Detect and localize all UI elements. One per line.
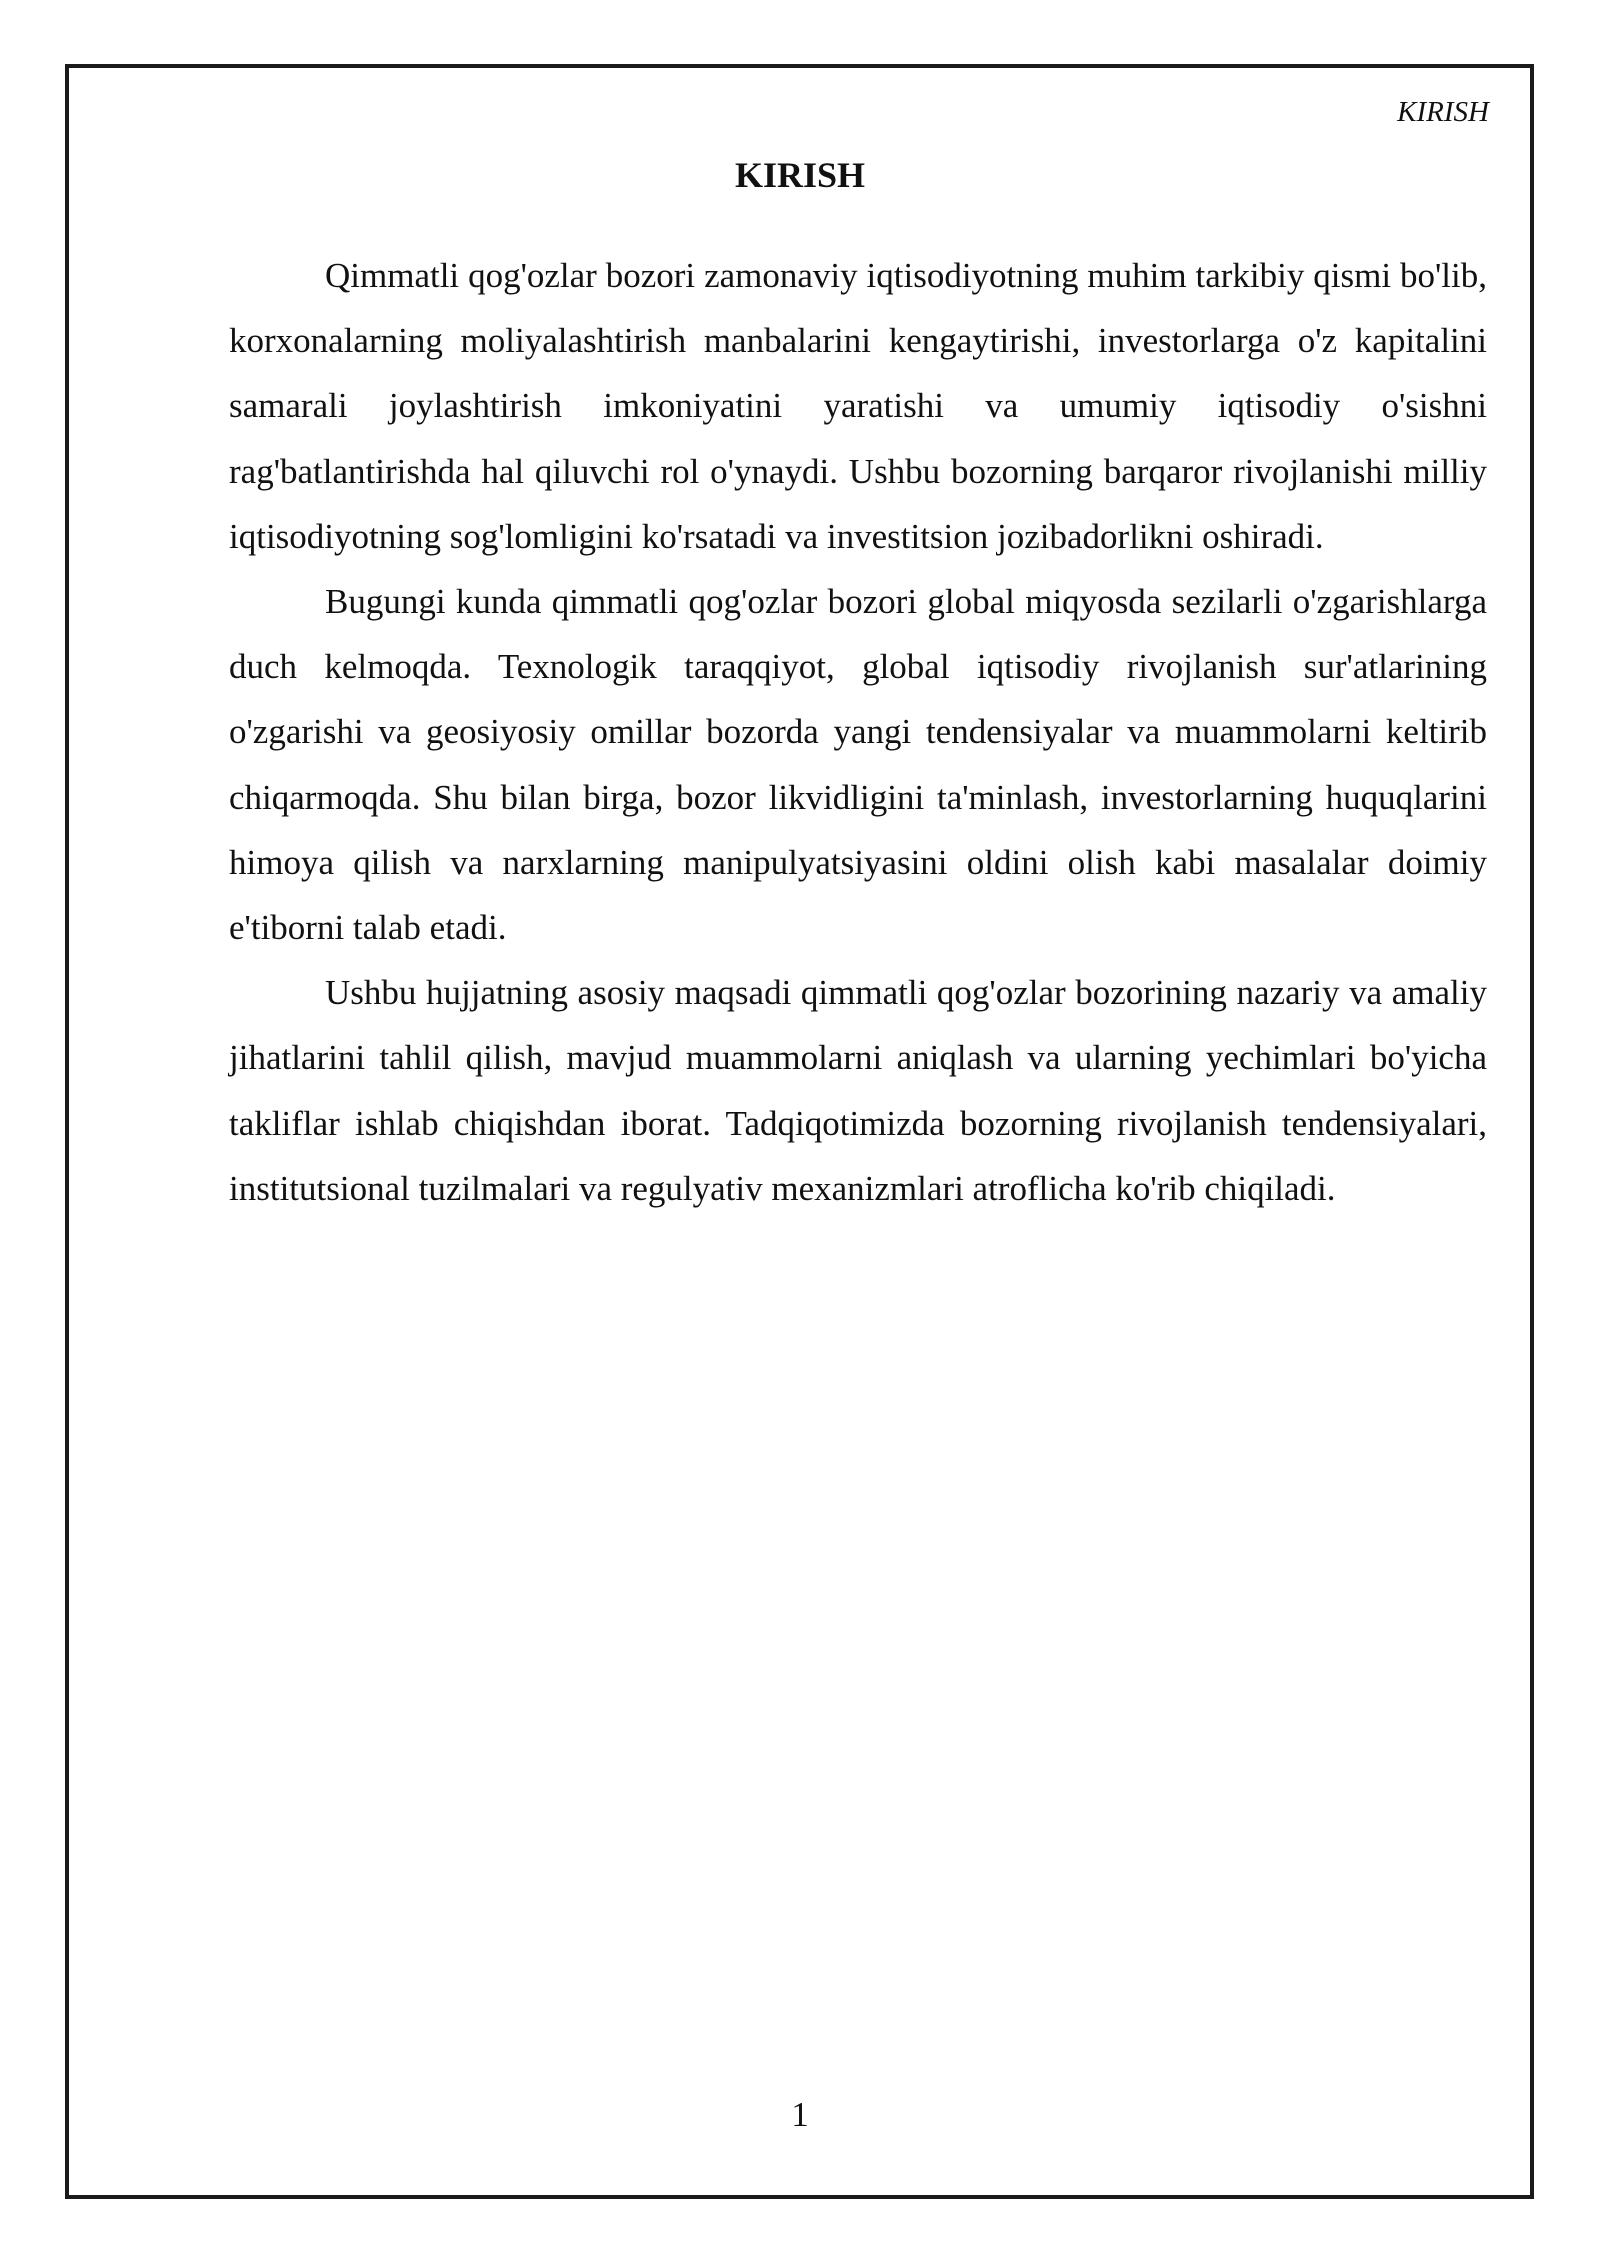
paragraph-3: Ushbu hujjatning asosiy maqsadi qimmatli qog'ozlar bozorining nazariy va amaliy jihatlarini tahlil qilish, mavjud muammolarni aniqlash va ularning yechimlari bo'yicha takliflar ishlab chiqishdan iborat. Tadqiqotimizda bozorning rivojlanish tendensiyalari, institutsional tuzilmalari va regulyativ mexanizmlari atroflicha ko'rib chiqiladi. — [229, 973, 1487, 1208]
document-title: KIRISH — [734, 155, 866, 195]
document-body — [229, 243, 1487, 1221]
paragraph-2: Bugungi kunda qimmatli qog'ozlar bozori global miqyosda sezilarli o'zgarishlarga duch kelmoqda. Texnologik taraqqiyot, global iqtisodiy rivojlanish sur'atlarining o'zgarishi va geosiyosiy omillar bozorda yangi tendensiyalar va muammolarni keltirib chiqarmoqda. Shu bilan birga, bozor likvidligini ta'minlash, investorlarning huquqlarini himoya qilish va narxlarning manipulyatsiyasini oldini olish kabi masalalar doimiy e'tiborni talab etadi. — [229, 582, 1487, 948]
page-number: 1 — [791, 2095, 809, 2134]
paragraph-1: Qimmatli qog'ozlar bozori zamonaviy iqtisodiyotning muhim tarkibiy qismi bo'lib, korxonalarning moliyalashtirish manbalarini kengaytirishi, investorlarga o'z kapitalini samarali joylashtirish imkoniyatini yaratishi va umumiy iqtisodiy o'sishni rag'batlantirishda hal qiluvchi rol o'ynaydi. Ushbu bozorning barqaror rivojlanishi milliy iqtisodiyotning sog'lomligini ko'rsatadi va investitsion jozibadorlikni oshiradi. — [229, 256, 1487, 556]
running-header: KIRISH — [1397, 96, 1489, 128]
